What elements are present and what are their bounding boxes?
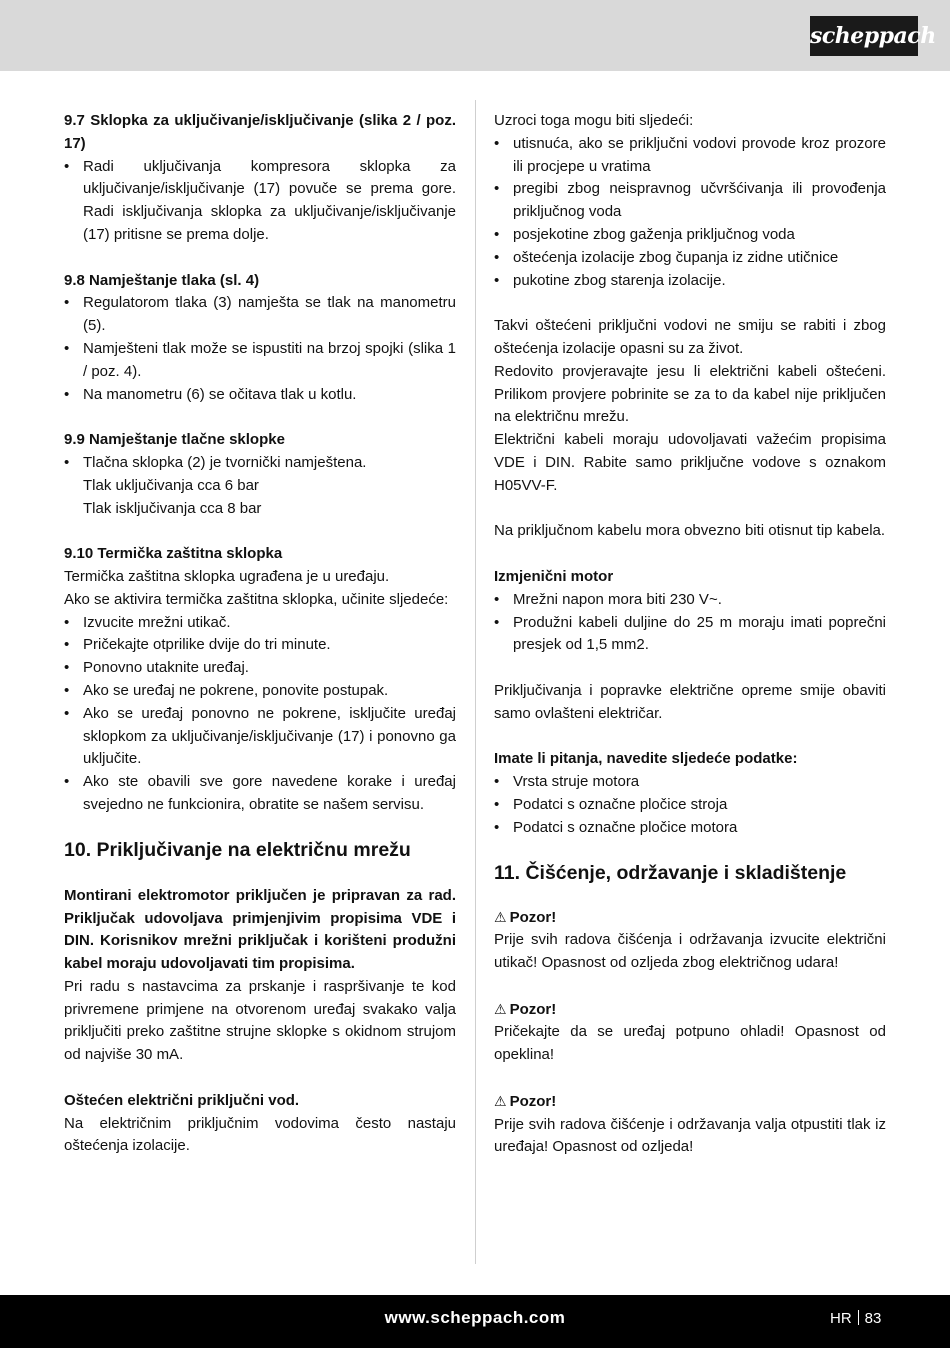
list-item: • Ako se uređaj ponovno ne pokrene, isključite uređaj sklopkom za uključivanje/isključivanje (17) i ponovno ga uključite. <box>64 703 456 771</box>
section-9-8-heading: 9.8 Namještanje tlaka (sl. 4) <box>64 271 260 289</box>
section-9-7-heading: 9.7 Sklopka za uključivanje/isključivanje (slika 2 / poz. 17) <box>64 112 456 152</box>
cable-type-para: Na priključnom kabelu mora obvezno biti otisnut tip kabela. <box>494 522 886 540</box>
questions-list <box>494 771 886 839</box>
list-item: • Radi uključivanja kompresora sklopka za uključivanje/isključivanje (17) povuče se prema gore. Radi isključivanja sklopka za uključivanje/isključivanje (17) pritisne se prema dolje. <box>64 156 456 247</box>
warning-triangle-icon: ⚠ <box>494 1000 507 1017</box>
check-cables-para: Redovito provjeravajte jesu li električni kabeli oštećeni. Prilikom provjere pobrinite se za to da kabel nije priključen na električnu mrežu. <box>494 362 886 426</box>
list-item: • Podatci s označne pločice motora <box>494 817 886 840</box>
section-9-10-list <box>64 612 456 817</box>
column-divider <box>475 100 476 1264</box>
list-item: • utisnuća, ako se priključni vodovi provode kroz prozore ili procjepe u vratima <box>494 133 886 179</box>
list-item: • posjekotine zbog gaženja priključnog voda <box>494 224 886 247</box>
section-9-7-list <box>64 156 456 247</box>
list-item: • Ako se uređaj ne pokrene, ponovite postupak. <box>64 680 456 703</box>
list-item: • oštećenja izolacije zbog čupanja iz zidne utičnice <box>494 247 886 270</box>
warning-label: ⚠ Pozor! <box>494 1092 557 1110</box>
warning-text: Prije svih radova čišćenja i održavanja izvucite električni utikač! Opasnost od ozljeda zbog električnog udara! <box>494 931 886 972</box>
list-item: • Podatci s označne pločice stroja <box>494 794 886 817</box>
left-column <box>64 110 456 1158</box>
causes-intro: Uzroci toga mogu biti sljedeći: <box>494 112 694 129</box>
switch-off-pressure: Tlak isključivanja cca 8 bar <box>83 499 262 517</box>
footer-bar <box>0 1295 950 1348</box>
warning-label: ⚠ Pozor! <box>494 908 557 926</box>
header-bar <box>0 0 950 71</box>
vde-din-para: Električni kabeli moraju udovoljavati važećim propisima VDE i DIN. Rabite samo priključne vodove s oznakom H05VV-F. <box>494 431 886 494</box>
list-item: • Vrsta struje motora <box>494 771 886 794</box>
right-column <box>494 110 886 1159</box>
list-item: • pregibi zbog neispravnog učvršćivanja ili provođenja priključnog voda <box>494 178 886 224</box>
brand-logo[interactable]: scheppach <box>810 16 918 56</box>
warning-text: Pričekajte da se uređaj potpuno ohladi! Opasnost od opeklina! <box>494 1023 886 1064</box>
section-9-10-heading: 9.10 Termička zaštitna sklopka <box>64 545 283 563</box>
damaged-cable-para: Na električnim priključnim vodovima često nastaju oštećenja izolacije. <box>64 1114 456 1155</box>
list-item: • Tlačna sklopka (2) je tvornički namještena. <box>64 452 456 475</box>
section-9-9-heading: 9.9 Namještanje tlačne sklopke <box>64 431 285 449</box>
section-10-para: Pri radu s nastavcima za prskanje i raspršivanje te kod privremene primjene na otvorenom uređaj svakako valja priključiti preko zaštitne strujne sklopke s okidnom strujom od najviše 30 mA. <box>64 977 456 1064</box>
footer-separator <box>858 1310 859 1325</box>
section-9-8-list <box>64 292 456 406</box>
list-item: • Ponovno utaknite uređaj. <box>64 657 456 680</box>
electrician-para: Priključivanja i popravke električne opreme smije obaviti samo ovlašteni električar. <box>494 681 886 722</box>
page-number-value: 83 <box>864 1310 882 1327</box>
website-link[interactable]: www.scheppach.com <box>384 1308 566 1327</box>
ac-motor-list <box>494 589 886 657</box>
section-10-bold-para: Montirani elektromotor priključen je pripravan za rad. Priključak udovoljava primjenjivim propisima VDE i DIN. Korisnikov mrežni priključak i korišteni produžni kabel moraju udovoljavati tim propisima. <box>64 886 456 973</box>
language-code: HR <box>830 1310 852 1327</box>
questions-heading: Imate li pitanja, navedite sljedeće podatke: <box>494 750 798 768</box>
list-item: • Produžni kabeli duljine do 25 m moraju imati poprečni presjek od 1,5 mm2. <box>494 612 886 658</box>
damaged-cable-heading: Oštećen električni priključni vod. <box>64 1091 300 1109</box>
switch-on-pressure: Tlak uključivanja cca 6 bar <box>83 476 259 494</box>
list-item: • Namješteni tlak može se ispustiti na brzoj spojki (slika 1 / poz. 4). <box>64 338 456 384</box>
list-item: • Mrežni napon mora biti 230 V~. <box>494 589 886 612</box>
list-item: • Ako ste obavili sve gore navedene korake i uređaj svejedno ne funkcionira, obratite se našem servisu. <box>64 771 456 817</box>
warning-triangle-icon: ⚠ <box>494 1092 507 1109</box>
list-item: • Na manometru (6) se očitava tlak u kotlu. <box>64 384 456 407</box>
list-item: • Regulatorom tlaka (3) namješta se tlak na manometru (5). <box>64 292 456 338</box>
section-10-heading: 10. Priključivanje na električnu mrežu <box>64 838 411 861</box>
causes-list <box>494 133 886 293</box>
list-item: • Pričekajte otprilike dvije do tri minute. <box>64 634 456 657</box>
list-item: • pukotine zbog starenja izolacije. <box>494 270 886 293</box>
section-9-10-para-2: Ako se aktivira termička zaštitna sklopka, učinite sljedeće: <box>64 590 449 608</box>
damaged-lines-para: Takvi oštećeni priključni vodovi ne smiju se rabiti i zbog oštećenja izolacije opasni su za život. <box>494 317 886 357</box>
section-9-9-list <box>64 452 456 475</box>
section-9-10-para-1: Termička zaštitna sklopka ugrađena je u uređaju. <box>64 567 390 585</box>
warning-text: Prije svih radova čišćenje i održavanja valja otpustiti tlak iz uređaja! Opasnost od ozljeda! <box>494 1115 886 1156</box>
ac-motor-heading: Izmjenični motor <box>494 567 614 585</box>
page-number <box>830 1310 881 1327</box>
warning-triangle-icon: ⚠ <box>494 908 507 925</box>
list-item: • Izvucite mrežni utikač. <box>64 612 456 635</box>
section-11-heading: 11. Čišćenje, održavanje i skladištenje <box>494 861 847 884</box>
warning-label: ⚠ Pozor! <box>494 1000 557 1018</box>
